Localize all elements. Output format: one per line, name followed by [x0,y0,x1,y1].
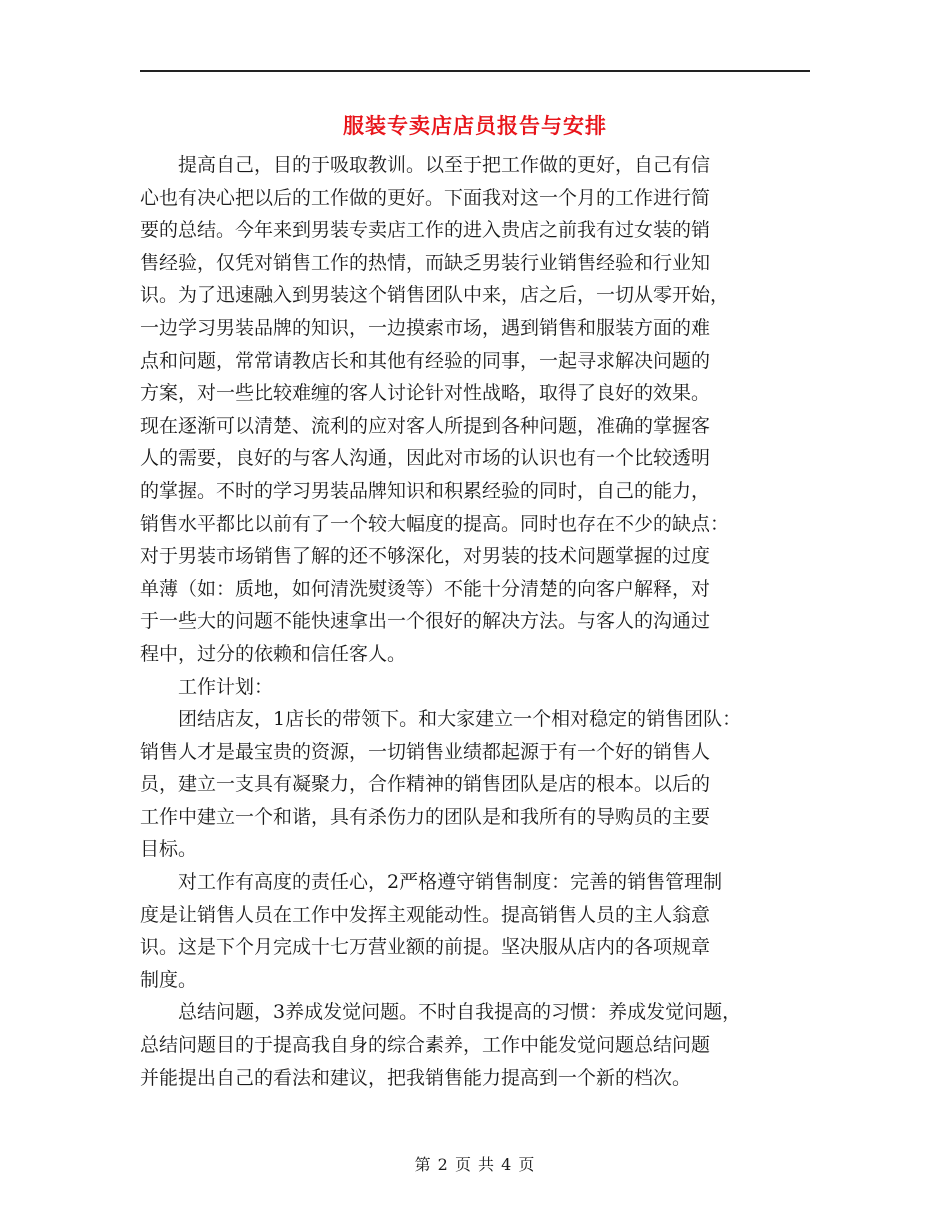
header-rule [140,70,810,72]
paragraph-line: 程中，过分的依赖和信任客人。 [140,642,407,665]
paragraph-line: 度是让销售人员在工作中发挥主观能动性。提高销售人员的主人翁意 [140,903,711,926]
paragraph-line: 总结问题，3养成发觉问题。不时自我提高的习惯：养成发觉问题， [140,1001,742,1024]
paragraph-line: 对于男装市场销售了解的还不够深化，对男装的技术问题掌握的过度 [140,545,711,568]
page-number: 第 2 页 共 4 页 [414,1155,536,1174]
paragraph-line: 销售水平都比以前有了一个较大幅度的提高。同时也存在不少的缺点： [140,512,730,535]
paragraph-line: 点和问题，常常请教店长和其他有经验的同事，一起寻求解决问题的 [140,349,711,372]
paragraph-line: 目标。 [140,838,198,861]
paragraph-line: 的掌握。不时的学习男装品牌知识和积累经验的同时，自己的能力， [140,479,711,502]
paragraph-line: 销售人才是最宝贵的资源，一切销售业绩都起源于有一个好的销售人 [140,740,711,763]
paragraph-line: 方案，对一些比较难缠的客人讨论针对性战略，取得了良好的效果。 [140,382,711,405]
paragraph-line: 一边学习男装品牌的知识，一边摸索市场，遇到销售和服装方面的难 [140,316,711,339]
paragraph-line: 心也有决心把以后的工作做的更好。下面我对这一个月的工作进行简 [140,186,711,209]
paragraph-line: 单薄（如：质地，如何清洗熨烫等）不能十分清楚的向客户解释，对 [140,577,711,600]
paragraph-line: 并能提出自己的看法和建议，把我销售能力提高到一个新的档次。 [140,1066,692,1089]
paragraph-line: 员，建立一支具有凝聚力，合作精神的销售团队是店的根本。以后的 [140,773,711,796]
paragraph-line: 人的需要，良好的与客人沟通，因此对市场的认识也有一个比较透明 [140,447,711,470]
paragraph-line: 总结问题目的于提高我自身的综合素养，工作中能发觉问题总结问题 [140,1034,711,1057]
paragraph-line: 售经验，仅凭对销售工作的热情，而缺乏男装行业销售经验和行业知 [140,251,711,274]
document-body [140,149,810,1094]
paragraph-line: 对工作有高度的责任心，2严格遵守销售制度：完善的销售管理制 [140,871,723,894]
paragraph-line: 提高自己，目的于吸取教训。以至于把工作做的更好，自己有信 [140,154,711,176]
document-title: 服装专卖店店员报告与安排 [343,113,607,138]
section-heading: 工作计划： [140,675,274,698]
paragraph-line: 要的总结。今年来到男装专卖店工作的进入贵店之前我有过女装的销 [140,219,711,242]
paragraph-line: 团结店友，1店长的带领下。和大家建立一个相对稳定的销售团队： [140,708,742,731]
paragraph-line: 现在逐渐可以清楚、流利的应对客人所提到各种问题，准确的掌握客 [140,414,711,437]
paragraph-line: 于一些大的问题不能快速拿出一个很好的解决方法。与客人的沟通过 [140,610,711,633]
paragraph-line: 识。这是下个月完成十七万营业额的前提。坚决服从店内的各项规章 [140,936,711,959]
paragraph-line: 制度。 [140,968,198,991]
paragraph-line: 识。为了迅速融入到男装这个销售团队中来，店之后，一切从零开始， [140,284,730,307]
paragraph-line: 工作中建立一个和谐，具有杀伤力的团队是和我所有的导购员的主要 [140,805,711,828]
